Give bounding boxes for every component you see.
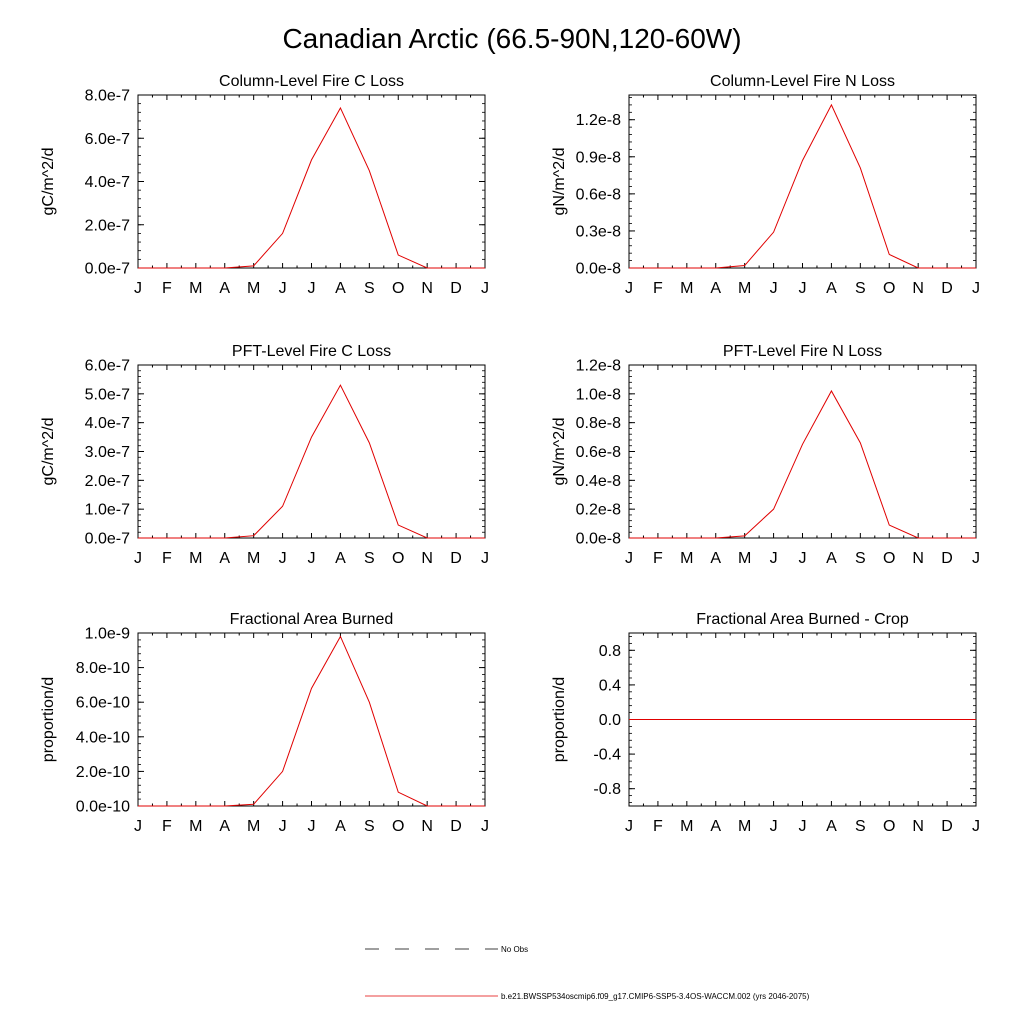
x-tick-label: S [363, 550, 375, 567]
x-tick-label: F [162, 550, 172, 567]
x-tick-label: A [826, 280, 837, 297]
x-tick-label: J [972, 280, 980, 297]
x-tick-label: S [363, 818, 375, 835]
x-tick-label: D [450, 280, 462, 297]
y-tick-label: 0.3e-8 [575, 223, 621, 241]
y-tick-label: 4.0e-7 [84, 415, 130, 433]
y-tick-label: 1.0e-9 [84, 625, 130, 643]
y-tick-label: 6.0e-10 [75, 694, 130, 712]
x-tick-label: N [912, 550, 924, 567]
x-tick-label: J [972, 818, 980, 835]
series-line [138, 108, 485, 268]
y-tick-label: 3.0e-7 [84, 444, 130, 461]
y-tick-label: 0.9e-8 [575, 149, 621, 167]
y-tick-label: 6.0e-7 [84, 130, 130, 148]
y-tick-label: 5.0e-7 [84, 386, 130, 404]
x-tick-label: M [247, 280, 261, 297]
y-tick-label: 2.0e-7 [84, 472, 130, 490]
y-tick-label: 0.0 [598, 712, 621, 729]
x-tick-label: J [769, 818, 778, 835]
y-tick-label: 0.6e-8 [575, 444, 621, 461]
x-tick-label: F [653, 280, 663, 297]
x-tick-label: J [134, 818, 142, 835]
x-tick-label: M [738, 550, 752, 567]
y-tick-label: 6.0e-7 [84, 357, 130, 375]
panel-title: Fractional Area Burned [229, 611, 394, 628]
x-tick-label: D [941, 550, 953, 567]
y-tick-label: 0.0e-7 [84, 260, 130, 278]
x-tick-label: M [738, 280, 752, 297]
x-tick-label: J [307, 280, 316, 297]
x-tick-label: M [189, 818, 203, 835]
y-tick-label: 0.8 [598, 642, 621, 660]
x-tick-label: M [680, 550, 694, 567]
plot-frame [138, 365, 485, 538]
x-tick-label: J [307, 818, 316, 835]
y-tick-label: 0.4 [598, 677, 621, 695]
y-tick-label: -0.8 [593, 781, 621, 799]
x-tick-label: N [912, 280, 924, 297]
y-tick-label: 0.0e-7 [84, 530, 130, 548]
x-tick-label: O [392, 818, 405, 835]
x-tick-label: N [421, 818, 433, 835]
x-tick-label: A [826, 550, 837, 567]
panel-title: Column-Level Fire N Loss [710, 73, 895, 90]
x-tick-label: N [421, 280, 433, 297]
x-tick-label: J [134, 280, 142, 297]
x-tick-label: S [854, 818, 866, 835]
x-tick-label: D [450, 550, 462, 567]
legend-label-no-obs: No Obs [501, 945, 529, 954]
x-tick-label: J [625, 280, 633, 297]
chart-panel [551, 611, 980, 835]
y-tick-label: 4.0e-10 [75, 729, 130, 747]
chart-panel [551, 343, 980, 567]
y-tick-label: 0.6e-8 [575, 186, 621, 204]
x-tick-label: J [307, 550, 316, 567]
y-axis-label: proportion/d [551, 676, 568, 763]
y-tick-label: 0.2e-8 [575, 501, 621, 519]
x-tick-label: N [421, 550, 433, 567]
x-tick-label: J [278, 280, 287, 297]
y-tick-label: 0.0e-8 [575, 530, 621, 548]
x-tick-label: F [653, 550, 663, 567]
x-tick-label: M [680, 818, 694, 835]
y-tick-label: 0.0e-8 [575, 260, 621, 278]
series-line [138, 385, 485, 538]
y-tick-label: 1.0e-7 [84, 501, 130, 519]
y-tick-label: 1.2e-8 [575, 357, 621, 375]
x-tick-label: S [854, 550, 866, 567]
x-tick-label: D [450, 818, 462, 835]
x-tick-label: A [219, 280, 231, 297]
y-tick-label: 2.0e-7 [84, 217, 130, 235]
panel-title: PFT-Level Fire C Loss [231, 343, 392, 360]
x-tick-label: J [625, 550, 633, 567]
x-tick-label: M [247, 818, 261, 835]
series-line [629, 391, 976, 538]
y-tick-label: 1.2e-8 [575, 112, 621, 130]
y-tick-label: 8.0e-7 [84, 87, 130, 105]
y-tick-label: 4.0e-7 [84, 174, 130, 191]
x-tick-label: F [653, 818, 663, 835]
y-tick-label: -0.4 [593, 746, 621, 764]
x-tick-label: D [941, 280, 953, 297]
y-tick-label: 0.0e-10 [75, 798, 130, 816]
chart-panel [40, 611, 489, 835]
panel-title: Fractional Area Burned - Crop [696, 611, 909, 628]
x-tick-label: O [883, 280, 896, 297]
x-tick-label: J [481, 550, 489, 567]
chart-panel [551, 73, 980, 297]
x-tick-label: A [826, 818, 837, 835]
y-axis-label: gC/m^2/d [40, 147, 57, 216]
x-tick-label: M [247, 550, 261, 567]
x-tick-label: J [798, 550, 807, 567]
y-axis-label: gC/m^2/d [40, 417, 57, 486]
x-tick-label: D [941, 818, 953, 835]
plot-frame [629, 365, 976, 538]
plot-frame [629, 95, 976, 268]
x-tick-label: M [680, 280, 694, 297]
y-tick-label: 0.8e-8 [575, 415, 621, 433]
x-tick-label: F [162, 818, 172, 835]
x-tick-label: A [219, 550, 231, 567]
y-tick-label: 8.0e-10 [75, 660, 130, 678]
x-tick-label: J [798, 280, 807, 297]
x-tick-label: J [481, 818, 489, 835]
series-line [629, 105, 976, 268]
legend [365, 945, 810, 1001]
x-tick-label: M [738, 818, 752, 835]
x-tick-label: J [625, 818, 633, 835]
panel-title: Column-Level Fire C Loss [219, 73, 404, 90]
x-tick-label: J [134, 550, 142, 567]
y-axis-label: gN/m^2/d [551, 147, 568, 216]
x-tick-label: S [854, 280, 866, 297]
x-tick-label: J [481, 280, 489, 297]
panel-title: PFT-Level Fire N Loss [722, 343, 883, 360]
x-tick-label: J [769, 550, 778, 567]
x-tick-label: O [883, 550, 896, 567]
x-tick-label: O [392, 280, 405, 297]
x-tick-label: F [162, 280, 172, 297]
x-tick-label: N [912, 818, 924, 835]
x-tick-label: A [335, 550, 346, 567]
x-tick-label: O [883, 818, 896, 835]
x-tick-label: O [392, 550, 405, 567]
x-tick-label: A [710, 818, 722, 835]
y-tick-label: 0.4e-8 [575, 472, 621, 490]
panel-grid [40, 73, 980, 835]
x-tick-label: A [335, 280, 346, 297]
x-tick-label: S [363, 280, 375, 297]
x-tick-label: A [335, 818, 346, 835]
figure-title: Canadian Arctic (66.5-90N,120-60W) [282, 23, 742, 54]
legend-label-model-run: b.e21.BWSSP534oscmip6.f09_g17.CMIP6-SSP5-3.4OS-WACCM.002 (yrs 2046-2075) [501, 992, 810, 1001]
plot-frame [138, 633, 485, 806]
x-tick-label: A [710, 550, 722, 567]
y-axis-label: gN/m^2/d [551, 417, 568, 486]
chart-panel [40, 343, 489, 567]
plot-frame [138, 95, 485, 268]
y-tick-label: 2.0e-10 [75, 763, 130, 781]
x-tick-label: A [219, 818, 231, 835]
x-tick-label: A [710, 280, 722, 297]
x-tick-label: J [769, 280, 778, 297]
x-tick-label: J [972, 550, 980, 567]
x-tick-label: J [798, 818, 807, 835]
x-tick-label: M [189, 280, 203, 297]
y-axis-label: proportion/d [40, 676, 57, 763]
series-line [138, 636, 485, 806]
chart-panel [40, 73, 489, 297]
x-tick-label: J [278, 818, 287, 835]
x-tick-label: J [278, 550, 287, 567]
x-tick-label: M [189, 550, 203, 567]
y-tick-label: 1.0e-8 [575, 386, 621, 404]
